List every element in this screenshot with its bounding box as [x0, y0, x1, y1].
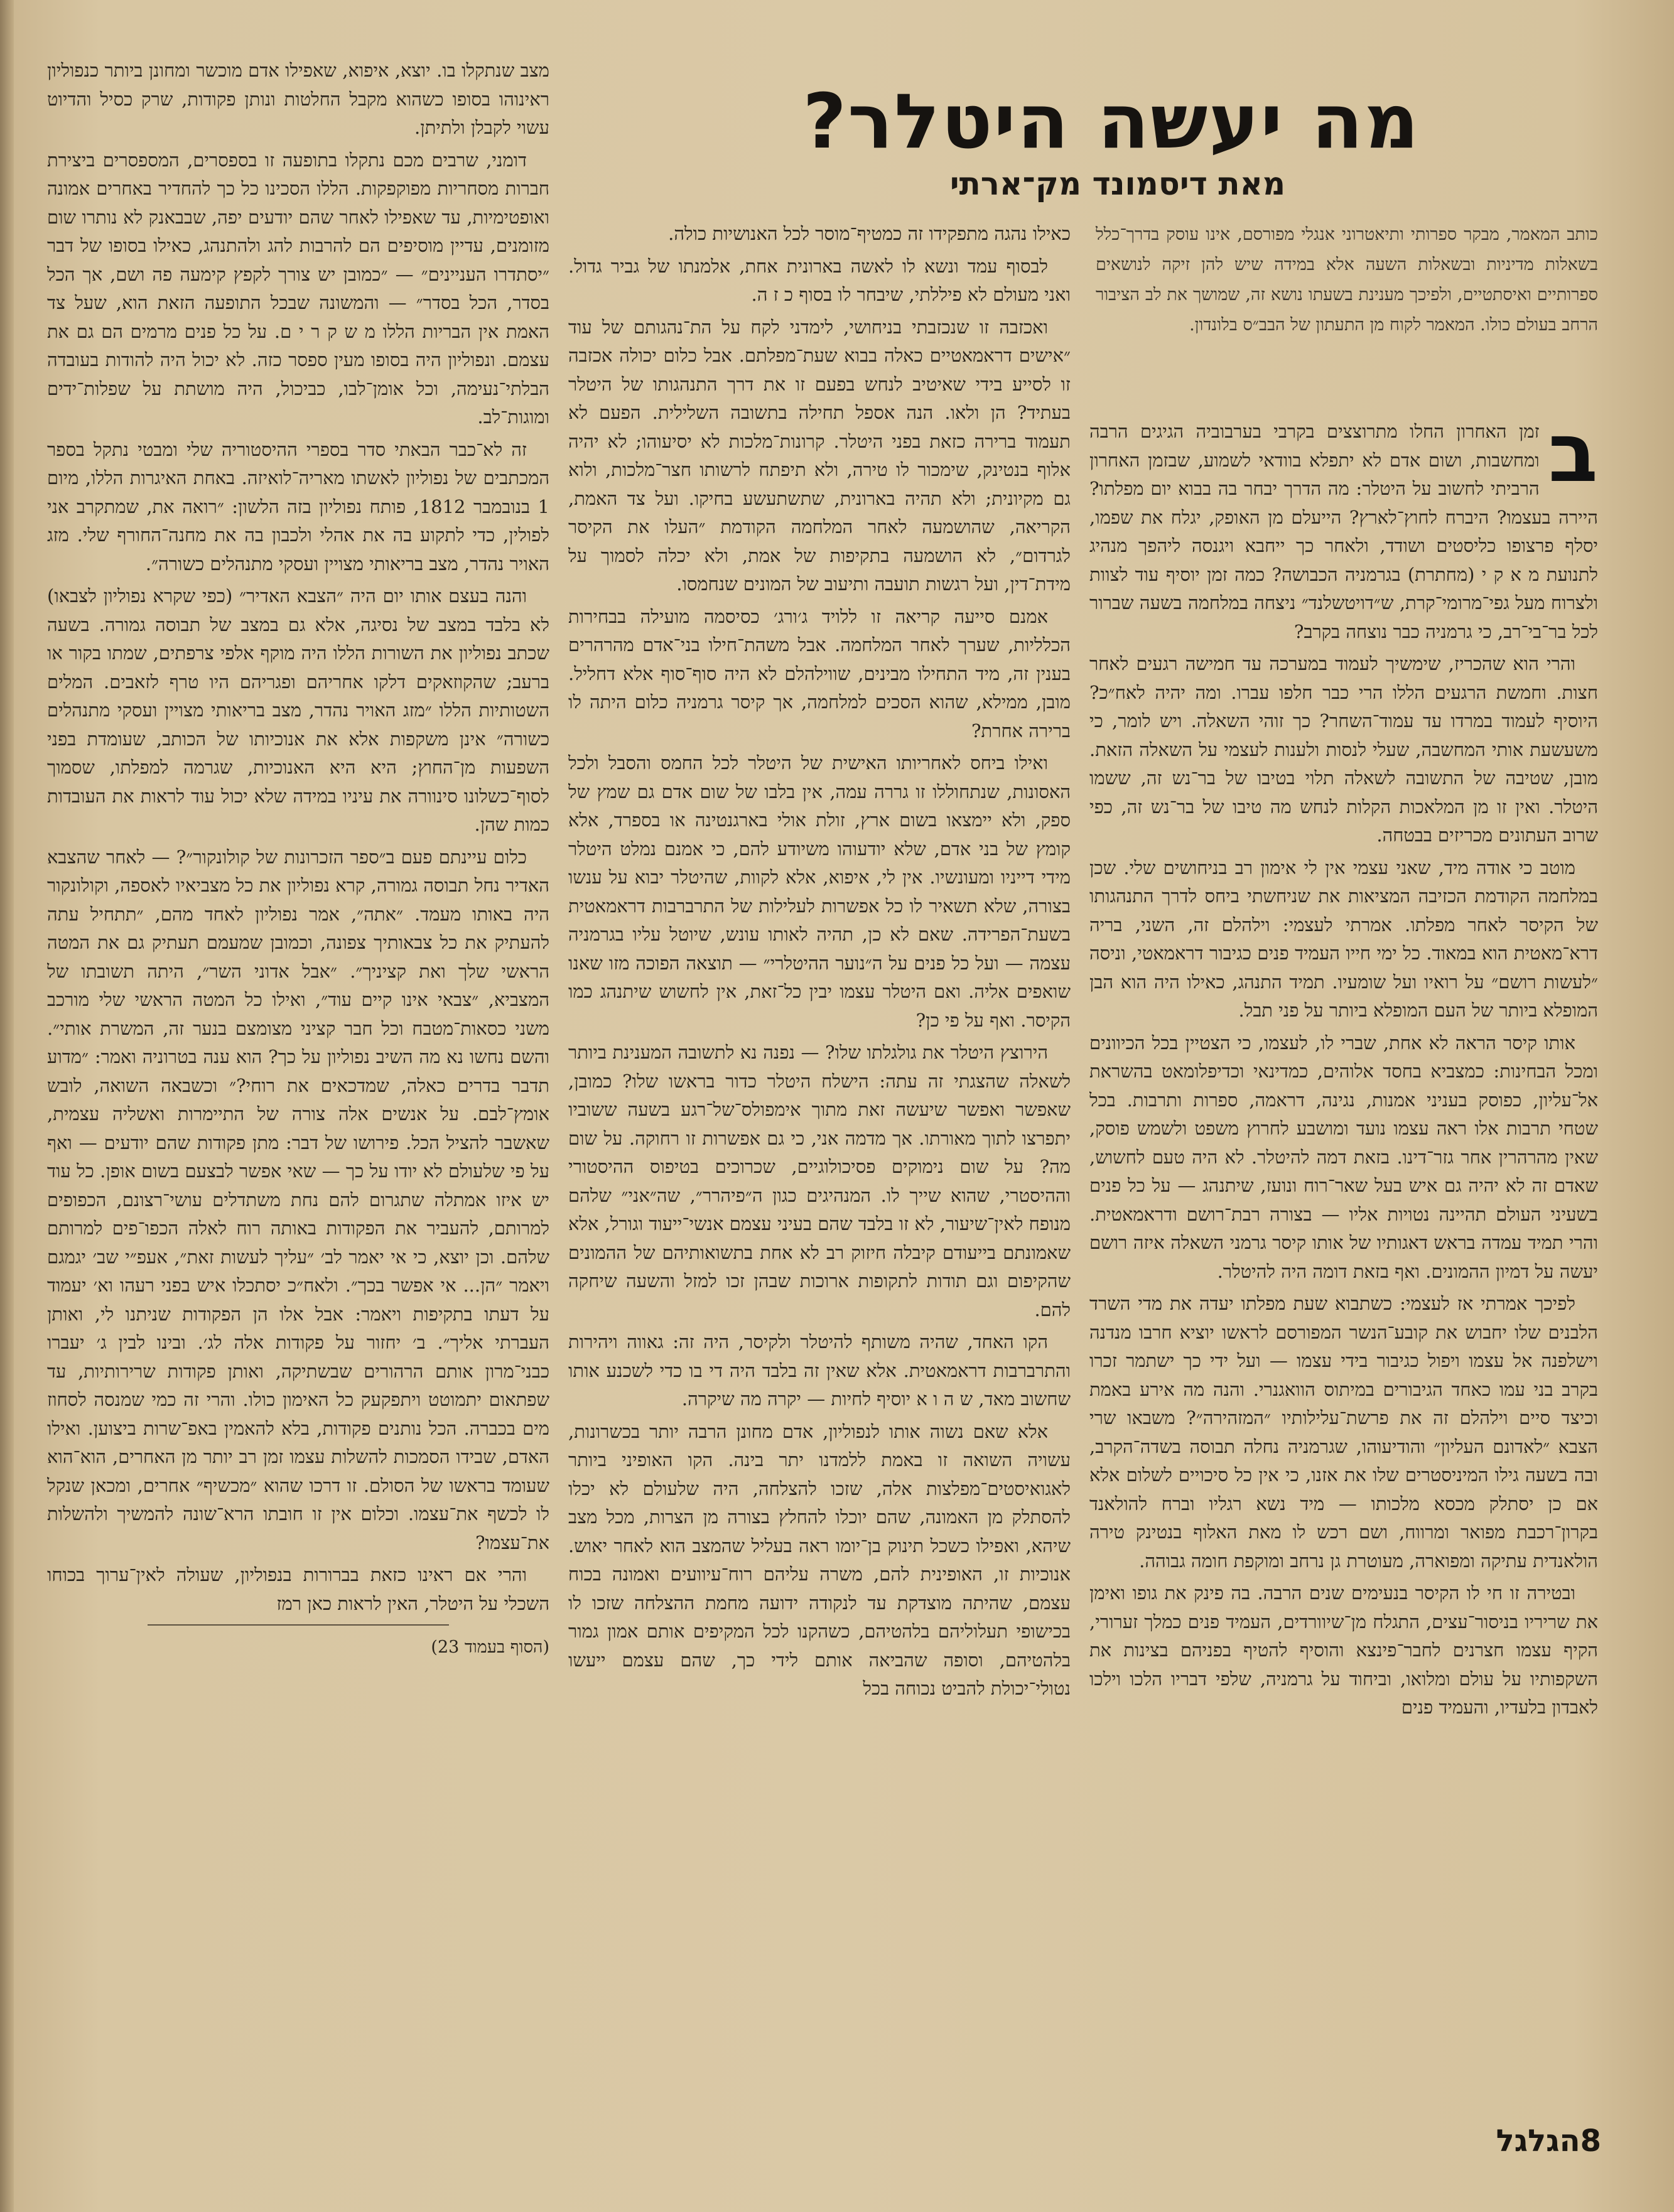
paragraph: מצב שנתקלו בו. יוצא, איפוא, שאפילו אדם מוכשר ומחונן ביותר כנפוליון ראינוהו בסופו כשהוא מקבל החלטות ונותן פקודות, שרק כסיל והדיוט עשוי לקבלן ולתיתן.	[47, 60, 549, 138]
article-intro: כותב המאמר, מבקר ספרותי ותיאטרוני אנגלי מפורסם, אינו עוסק בדרך־כלל בשאלות מדיניות ובשאלות השעה אלא במידה שיש להן זיקה לנושאים ספרותיים ואיסתטיים, ולפיכך מענינת בשעתו נושא זה, שמושך את לב הציבור הרחב בעולם כולו. המאמר לקוח מן התעתון של הבב״ס בלונדון.	[1096, 225, 1598, 335]
page-number: 8	[1580, 2123, 1601, 2159]
paragraph: הקו האחד, שהיה משותף להיטלר ולקיסר, היה זה: גאווה ויהירות והתרברבות דראמאטית. אלא שאין זה בלבד היה די בו כדי לשכנע אותו שחשוב מאד, ש ה ו א יוסיף לחיות — יקרה מה שיקרה.	[568, 1331, 1071, 1410]
paragraph: כאילו נהגה מתפקידו זה כמטיף־מוסר לכל האנושיות כולה.	[668, 223, 1071, 244]
paragraph: והרי אם ראינו כזאת בברורות בנפוליון, שעולה לאין־ערוך בכוחו השכלי על היטלר, האין לראות כאן רמז	[47, 1564, 549, 1614]
paragraph: אמנם סייעה קריאה זו ללויד ג׳ורג׳ כסיסמה מועילה בבחירות הכלליות, שערך לאחר המלחמה. אבל משהת־חילו בני־אדם מהרהרים בענין זה, מיד התחילו מבינים, שווילהלם לא היה סוף־סוף אלא דחליל. מובן, ממילא, שהוא הסכים למלחמה, אך קיסר גרמניה כלום היתה לו ברירה אחרת?	[568, 605, 1071, 742]
paragraph: ואכזבה זו שנכזבתי בניחושי, לימדני לקח על הת־נהגותם של עוד ״אישים דראמאטיים כאלה בבוא שעת־מפלתם. אבל כלום יכולה אכזבה זו לסייע בידי שאיטיב לנחש בפעם זו את דרך התנהגותו של היטלר בעתיד? הן ולאו. הנה אספל תחילה בתשובה השלילית. הפעם לא תעמוד ברירה כזאת בפני היטלר. קרונות־מלכות לא יסיעוהו; לא יהיה אלוף בנטינק, שימכור לו טירה, ולא תיפתח לרשותו חצר־מלכות, ולוא גם מקיונית; ולא תהיה בארונית, שתשתעשע בחיקו. ועל צד האמת, הקריאה, שהושמעה לאחר המלחמה הקודמת ״העלו את הקיסר לגרדום״, לא הושמעה בתקיפות של אמת, ולא יכלה לסמוך על מידת־דין, ועל רגשות תועבה ותיעוב של המונים שנחמסו.	[568, 316, 1071, 595]
page-spine	[0, 0, 14, 2212]
paragraph: אותו קיסר הראה לא אחת, שברי לו, לעצמו, כי הצטיין בכל הכיוונים ומכל הבחינות: כמצביא בחסד אלוהים, כמדינאי וכדיפלומאט בהשראת אל־עליון, כפוסק בעניני אמנות, נגינה, דראמה, ספרות ותרבות. בכל שטחי תרבות אלו ראה עצמו נועד ומושבע לחרוץ משפט ולשמש פוסק, שאין מהרהרין אחר גזר־דינו. בזאת דמה להיטלר. לא היה טעם לחשוש, שאדם זה לא יהיה גם איש בעל שאר־רוח ונועז, שיתנהג — על כל פנים בשעיני העולם תהיינה נטויות אליו — בצורה רבת־רושם ודראמאטית. והרי תמיד עמדה בראש דאגותיו של אותו קיסר גרמני השאלה איזה רושם יעשה על דמיון ההמונים. ואף בזאת דומה היה להיטלר.	[1089, 1032, 1598, 1282]
article-byline: מאת דיסמונד מק־ארתי	[949, 166, 1286, 202]
page-footer	[1438, 2119, 1601, 2163]
article-headline: מה יעשה היטלר?	[802, 78, 1420, 166]
column-left	[47, 57, 549, 2160]
column-right	[1089, 418, 1598, 2103]
paragraph: הירוצץ היטלר את גולגלתו שלו? — נפנה נא לתשובה המענינת ביותר לשאלה שהצגתי זה עתה: הישלח היטלר כדור בראשו שלו? כמובן, שאפשר ואפשר שיעשה זאת מתוך אימפולס־של־רגע בשעה ששוביו יתפרצו לתוך מאורתו. אך מדמה אני, כי גם אפשרות זו רחוקה. על שום מה? על שום נימוקים פסיכולוגיים, שכרוכים בטיפוס ההיסטורי וההיסטרי, שהוא שייך לו. המנהיגים כגון ה״פיהרר״, שה״אני״ שלהם מנופח לאין־שיעור, לא זו בלבד שהם בעיני עצמם אנשי־ייעוד וגורל, אלא שאמונתם בייעודם קיבלה חיזוק רב לא אחת בתשואותיהם של ההמונים שהקיפום וגם תודות לתקופות ארוכות שבהן זכו למזל והשעה שיחקה להם.	[568, 1042, 1071, 1320]
divider	[148, 1624, 449, 1626]
magazine-title: הגלגל	[1496, 2123, 1580, 2159]
paragraph: ואילו ביחס לאחריותו האישית של היטלר לכל החמס והסבל ולכל האסונות, שנתחוללו זו גררה עמה, אין בלבו של שום אדם גם שמץ של ספק, ולא יימצאו בשום ארץ, זולת אולי בארגנטינה או בספרד, אלא קומץ של בני אדם, שלא יודעוהו משיודע להם, כי אמנם נמלט היטלר מידי דייניו ומעונשיו. אין לי, איפוא, אלא לקוות, שהיטלר יבוא על ענשו בצורה, שלא תשאיר לו כל אפשרות לעלילות של התרברבות דראמאטית בשעת־הפרידה. שאם לא כן, תהיה לאותו עונש, שיוטל עליו בגרמניה עצמה — ועל כל פנים על ה״נוער ההיטלרי״ — תוצאה הפוכה מזו שאנו שואפים אליה. ואם היטלר עצמו יבין כל־זאת, אין לחשוש שיתנהג כמו הקיסר. ואף על פי כן?	[568, 752, 1071, 1031]
paragraph: דומני, שרבים מכם נתקלו בתופעה זו בספסרים, המספסרים ביצירת חברות מסחריות מפוקפקות. הללו הסכינו כל כך להחדיר באחרים אמונה ואופטימיות, עד שאפילו לאחר שהם יודעים יפה, שבבאנק לא נותרו שום מזומנים, עדיין מוסיפים הם להרבות להג ולהתנהג, כאילו בסופו של דבר ״יסתדרו העניינים״ — ״כמובן יש צורך לקפץ קימעה פה ושם, אך הכל בסדר, הכל בסדר״ — והמשונה שבכל התופעה הזאת הוא, שעל צד האמת אין הבריות הללו מ ש ק ר י ם. על כל פנים מרמים הם גם את עצמם. ונפוליון היה בסופו מעין ספסר כזה. לא יכול היה להודות בעובדה הבלתי־נעימה, וכל אומן־לבו, כביכול, היה מושתת על שפלות־ידים ומוגות־לב.	[47, 149, 549, 428]
paragraph: אלא שאם נשוה אותו לנפוליון, אדם מחונן הרבה יותר בכשרונות, עשויה השואה זו באמת ללמדנו יתר בינה. הקו האופיני ביותר לאגואיסטים־מפלצות אלה, שזכו להצלחה, היה שלעולם לא יכלו להסתלק מן האמונה, שהם יוכלו להחלץ בצורה מן הצרות, מכל מצב שיהא, ואפילו כשכל תינוק בן־יומו ראה בעליל שהמצב הוא לאחר יאוש. אנוכיות זו, האופינית להם, משרה עליהם רוח־עיוועים ואמונה בכוח עצמם, שהיתה מוצדקת עד לנקודה ידועה מחמת ההצלחה שזכו לו בכישופי תעלוליהם בלהטיהם, כשהקנו לכל המקיפים אותם אמון גמור בלהטיהם, וסופה שהביאה אותם לידי כך, שהם עצמם ייעשו נטולי־יכולת להביט נכוחה בכל	[568, 1420, 1071, 1699]
drop-cap: ב	[1548, 418, 1598, 500]
column-middle	[568, 220, 1071, 2198]
paragraph: והרי הוא שהכריז, שימשיך לעמוד במערכה עד חמישה רגעים לאחר חצות. וחמשת הרגעים הללו הרי כבר חלפו עברו. ומה יהיה לאח״כ? היוסיף לעמוד במרדו עד עמוד־השחר? כך זוהי השאלה. ויש לומר, כי משעשעת אותי המחשבה, שעלי לנסות ולענות לעצמי על השאלה הזאת. מובן, שטיבה של התשובה לשאלה תלוי בטיבו של בר־נש זה, ששמו היטלר. ואין זו מן המלאכות הקלות לנחש מה טיבו של בר־נש זה, כפי שרוב העתונים מכריזים בבטחה.	[1089, 653, 1598, 846]
continued-note: (הסוף בעמוד 23)	[431, 1637, 549, 1657]
paragraph: זה לא־כבר הבאתי סדר בספרי ההיסטוריה שלי ומבטי נתקל בספר המכתבים של נפוליון לאשתו מאריה־לואיזה. באחת האיגרות הללו, מיום 1 בנובמבר 1812, פותח נפוליון בזה הלשון: ״רואה את, שמתקרב אני לפולין, כדי לתקוע בה את אהלי ולכבון בה את מחנה־החורף שלי. מזג האויר נהדר, מצב בריאותי מצויין ועסקי מתנהלים כשורה״.	[47, 438, 549, 575]
paragraph: כלום עיינתם פעם ב״ספר הזכרונות של קולונקור״? — לאחר שהצבא האדיר נחל תבוסה גמורה, קרא נפוליון את כל מצביאיו לאספה, וקולונקור היה באותו מעמד. ״אתה״, אמר נפוליון לאחד מהם, ״תתחיל עתה להעתיק את כל צבאותיך צפונה, וכמובן שמעמם תעתיק גם את המטה הראשי שלך ואת קציניך״. ״אבל אדוני השר״, היתה תשובתו של המצביא, ״צבאי אינו קיים עוד״, ואילו כל המטה הראשי שלי מורכב משני כסאות־מטבח וכל חבר קציני מצומצם בנער זה, המשרת אותי״. והשם נחשו נא מה השיב נפוליון על כך? הוא ענה בטרוניה ואמר: ״מדוע תדבר בדרים כאלה, שמדכאים את רוחי?״ וכשבאה השואה, לובש אומץ־לבם. על אנשים אלה צורה של התיימרות ואשליה עצמית, שאשבר להציל הכל. פירושו של דבר: מתן פקודות שהם יודעים — ואף על פי שלעולם לא יודו על כך — שאי אפשר לבצעם בשום אופן. כל עוד יש איזו אמתלה שתגרום להם נחת משתדלים עושי־רצונם, הכפופים למרותם, להעביר את הפקודות באותה רוח לאלה הכפו־פים למרותם שלהם. וכן יוצא, כי אי יאמר לב׳ ״עליך לעשות זאת״, אעפ״י שב׳ יגמגם ויאמר ״הן... אי אפשר בכך״. ולאח״כ יסתכלו איש בפני רעהו וא׳ יעמוד על דעתו בתקיפות ויאמר: אבל אלו הן הפקודות שניתנו לי, ואותן העברתי אליך״. ב׳ יחזור על פקודות אלה לג׳. ובינו לבין ג׳ יעברו כבני־מרון אותם הרהורים שבשתיקה, ואותן פקודות שרירותיות, עד שפתאום יתמוטט ויתפקעק כל האימון כולו. והרי זה כמי שמנסה לסחוז מים בכברה. הכל נותנים פקודות, בלא להאמין באפ־שרות ביצוען. ואילו האדם, שבידו הסמכות להשלות עצמו זמן רב יותר מן האחרים, הוא־הוא שעומד בראשו של הסולם. זו דרכו שהוא ״מכשיף״ אחרים, ומכאן שנקל לו לכשף את־עצמו. וכלום אין זו חובתו הרא־שונה להמשיך ולהשלות את־עצמו?	[47, 846, 549, 1553]
paragraph: לבסוף עמד ונשא לו לאשה בארונית אחת, אלמנתו של גביר גדול. ואני מעולם לא פיללתי, שיבחר לו בסוף כ ז ה.	[568, 255, 1071, 305]
paragraph: מוטב כי אודה מיד, שאני עצמי אין לי אימון רב בניחושים שלי. שכן במלחמה הקודמת הכזיבה המציאות את שניחשתי ביחס לדרך התנהגותו של הקיסר לאחר מפלתו. אמרתי לעצמי: וילהלם זה, השני, בריה דרא־מאטית הוא במאוד. כל ימי חייו העמיד פנים כגיבור דראמאטי, וניסה ״לעשות רושם״ על רואיו ועל שומעיו. תמיד התנהג, כאילו היה הוא הבן המופלא ביותר של העם המופלא ביותר על פני תבל.	[1089, 856, 1598, 1021]
paragraph: זמן האחרון החלו מתרוצצים בקרבי בערבוביה הגיגים הרבה ומחשבות, ושום אדם לא יתפלא בוודאי לשמוע, שבזמן האחרון הרביתי לחשוב על היטלר: מה הדרך יבחר בה בבוא יום מפלתו? היירה בעצמו? היברח לחוץ־לארץ? הייעלם מן האופק, יגלח את שפמו, יסלף פרצופו כליסטים ושודד, ולאחר כך ייחבא ויגנסה ליהפך מנהיג לתנועת מ א ק י (מחתרת) בגרמניה הכבושה? כמה זמן יוסיף עוד לצוות ולצרוח מעל גפי־מרומי־קרת, ש״דויטשלנד״ ניצחה במלחמה בשעה שברור לכל בר־בי־רב, כי גרמניה כבר נוצחה בקרב?	[1089, 421, 1598, 642]
paragraph: והנה בעצם אותו יום היה ״הצבא האדיר״ (כפי שקרא נפוליון לצבאו) לא בלבד במצב של נסיגה, אלא גם במצב של תבוסה גמורה. בשעה שכתב נפוליון את השורות הללו היה מוקף אלפי צרפתים, שמתו בקור או ברעב; שהקוזאקים דלקו אחריהם ופגריהם היו טרף לזאבים. המלים השטותיות הללו ״מזג האויר נהדר, מצב בריאותי מצויין ועסקי מתנהלים כשורה״ אינן משקפות אלא את אנוכיותו של הכותב, שעומדת בפני השפעות מן־החוץ; היא היא האנוכיות, שגרמה למפלתו, שסמוך לסוף־כשלונו סינוורה את עיניו במידה שלא יכול עוד לראות את העובדות כמות שהן.	[47, 585, 549, 835]
paragraph: לפיכך אמרתי אז לעצמי: כשתבוא שעת מפלתו יעדה את מדי השרד הלבנים שלו יחבוש את קובע־הנשר המפורסם לראשו יוציא חרבו מנדנה וישלפנה אל עצמו ויפול כגיבור בידי עצמו — ועל ידי כך ישתמר זכרו בקרב בני עמו כאחד הגיבורים במיתוס הוואגנרי. והנה מה אירע באמת וכיצד סיים וילהלם זה את פרשת־עלילותיו ״המזהירה״? משבאו שרי הצבא ״לאדונם העליון״ והודיעוהו, שגרמניה נחלה תבוסה בשדה־הקרב, ובה בשעה גילו המיניסטרים שלו את אזנו, כי אין כל סיכויים לשלום אלא אם כן יסתלק מכסא מלכותו — מיד נשא רגליו וברח להולאנד בקרון־רכבת מפואר ומרווח, ושם רכש לו מאת האלוף בנטינק טירה הולאנדית עתיקה ומפוארה, מעוטרת גן נרחב ומוקפת חומה גבוהה.	[1089, 1293, 1598, 1572]
paragraph: ובטירה זו חי לו הקיסר בנעימים שנים הרבה. בה פינק את גופו ואימן את שריריו בניסור־עצים, התגלח מן־שיוורדים, העמיד פנים כמלך זערורי, הקיף עצמו חצרנים לחבר־פינצא והוסיף להטיף בפניהם בצינות את השקפותיו על עולם ומלואו, וביחוד על גרמניה, שלפי דבריו הלכו וילכו לאבדון בלעדיו, והעמיד פנים	[1089, 1582, 1598, 1718]
